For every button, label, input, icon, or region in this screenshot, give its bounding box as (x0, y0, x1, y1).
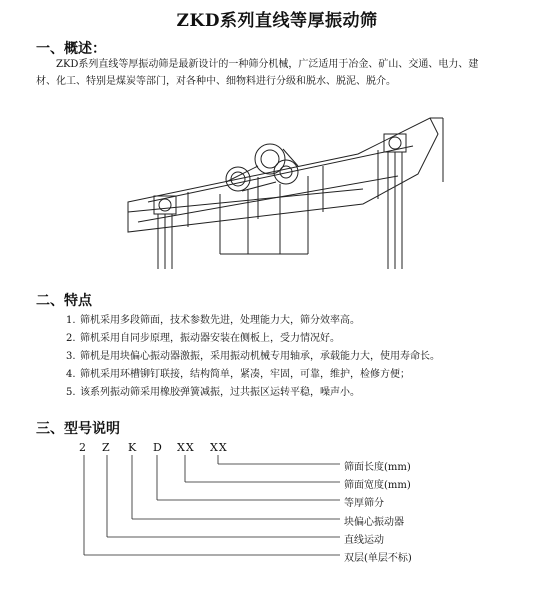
overview-paragraph (36, 56, 536, 90)
model-label-width: 筛面宽度(mm) (344, 480, 411, 491)
model-code-k: K (128, 441, 138, 454)
list-item: 1. 筛机采用多段筛面，技术参数先进，处理能力大，筛分效率高。 (66, 315, 360, 326)
section-overview-heading: 一、概述： (36, 41, 106, 57)
model-label-length: 筛面长度(mm) (344, 462, 411, 473)
model-label-exciter: 块偏心振动器 (344, 517, 404, 528)
section-features-heading: 二、特点 (36, 293, 92, 309)
vibrating-screen-drawing (108, 94, 448, 274)
section-model-heading: 三、型号说明 (36, 421, 120, 437)
model-code-length: XX (210, 441, 228, 454)
model-label-linear-motion: 直线运动 (344, 535, 384, 546)
features-list (66, 312, 440, 402)
model-code-z: Z (102, 441, 111, 454)
list-item: 2. 筛机采用自同步原理，振动器安装在侧板上，受力情况好。 (66, 333, 340, 344)
model-label-double-deck: 双层(单层不标) (344, 553, 412, 564)
overview-line-1: ZKD系列直线等厚振动筛是最新设计的一种筛分机械，广泛适用于冶金、矿山、交通、电力、建 (56, 59, 479, 70)
list-item: 3. 筛机是用块偏心振动器激振，采用振动机械专用轴承，承载能力大，使用寿命长。 (66, 351, 440, 362)
model-code-width: XX (177, 441, 195, 454)
model-code-2: 2 (79, 441, 87, 454)
page-title: ZKD系列直线等厚振动筛 (176, 11, 378, 31)
model-code-d: D (153, 441, 163, 454)
overview-line-2: 材、化工、特别是煤炭等部门，对各种中、细物料进行分级和脱水、脱泥、脱介。 (36, 76, 396, 87)
model-label-equal-thickness: 等厚筛分 (344, 498, 384, 509)
list-item: 4. 筛机采用环槽铆钉联接，结构简单，紧凑，牢固，可靠，维护，检修方便； (66, 369, 410, 380)
list-item: 5. 该系列振动筛采用橡胶弹簧减振，过共振区运转平稳，噪声小。 (66, 387, 360, 398)
